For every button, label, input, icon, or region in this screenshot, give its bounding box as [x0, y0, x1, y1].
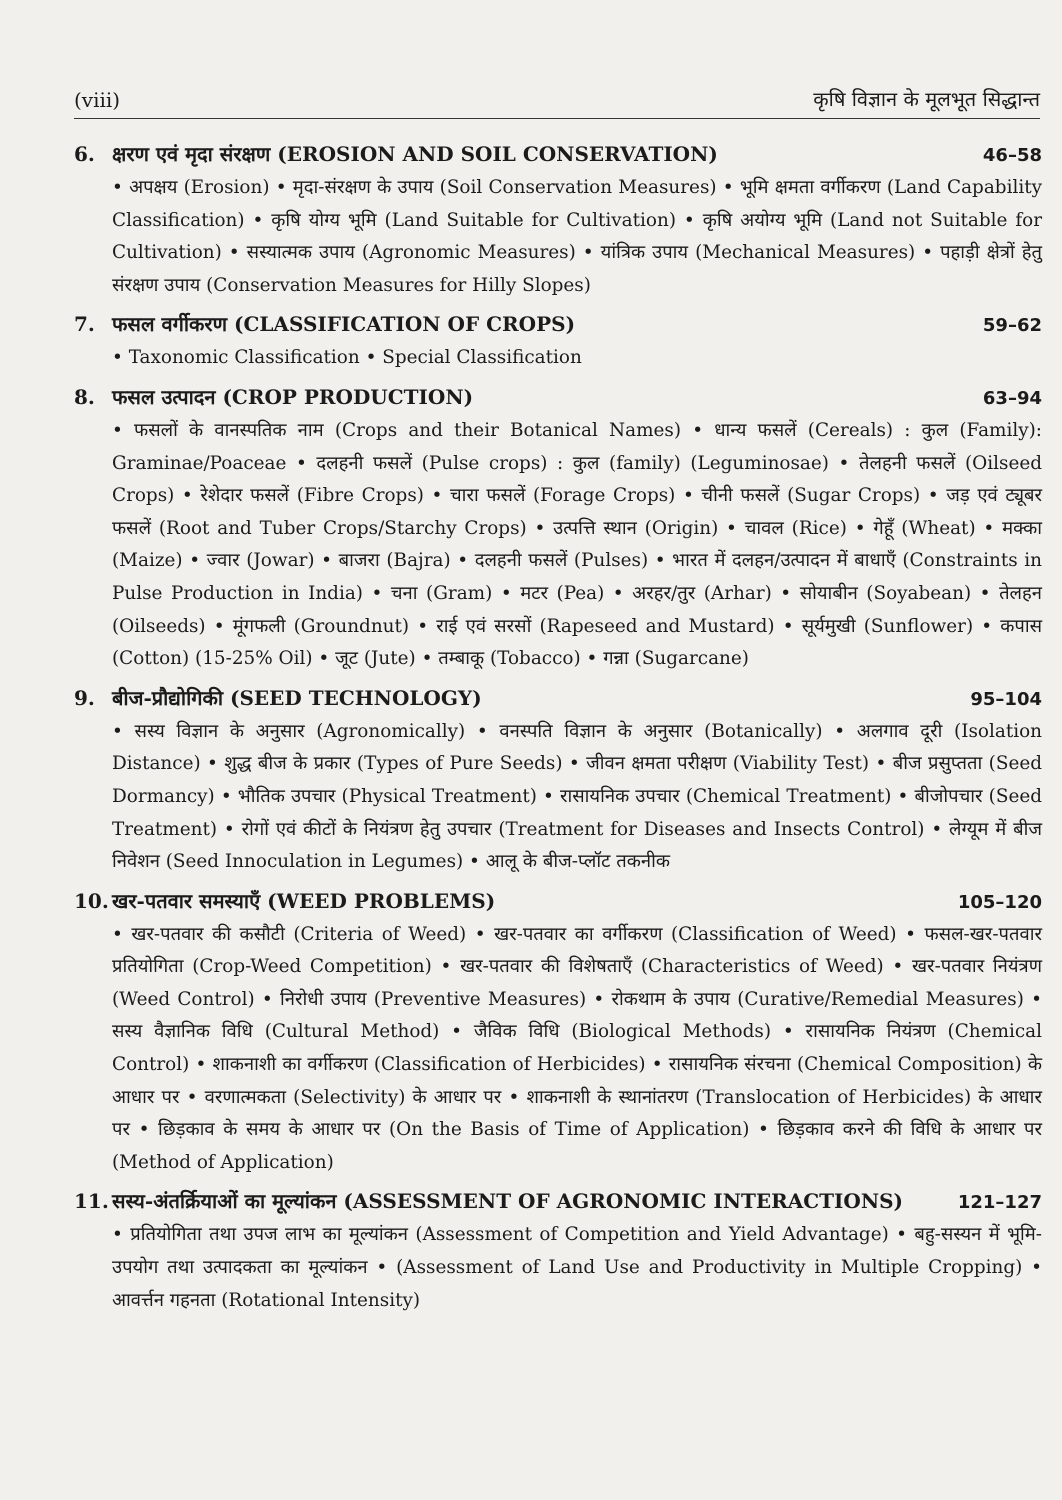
bullet-separator: • [896, 923, 925, 945]
topic-item: भूमि क्षमता वर्गीकरण (Land Capability Classification) [112, 177, 1042, 231]
bullet-separator: • [771, 582, 800, 604]
topic-item: जैविक विधि (Biological Methods) [473, 1021, 772, 1043]
topic-item: कपास (Cotton) (15-25% Oil) [112, 615, 1043, 670]
topic-item: छिड़काव करने की विधि के आधार पर (Method of Application) [112, 1119, 1043, 1173]
topic-item: वरणात्मकता (Selectivity) के आधार पर [204, 1086, 502, 1108]
section-spacer [74, 1317, 1042, 1323]
bullet-separator: • [359, 347, 383, 369]
topic-item: आवर्त्तन गहनता (Rotational Intensity) [112, 1289, 421, 1311]
topic-item: सोयाबीन (Soyabean) [799, 582, 972, 604]
topic-item: बीज प्रसुप्तता (Seed Dormancy) [112, 753, 1042, 807]
bullet-separator: • [575, 242, 601, 264]
topic-item: सस्य वैज्ञानिक विधि (Cultural Method) [112, 1021, 440, 1043]
bullet-separator: • [822, 720, 857, 742]
bullet-separator: • [586, 988, 612, 1010]
topic-item: (Assessment of Land Use and Productivity in Multiple Cropping) [396, 1257, 1023, 1279]
bullet-separator: • [112, 419, 135, 441]
bullet-separator: • [431, 956, 461, 978]
topic-item: मृदा-संरक्षण के उपाय (Soil Conservation Measures) [292, 177, 717, 198]
topic-item: दलहनी फसलें (Pulse crops) : कुल (family) (Leguminosae) [316, 452, 829, 474]
topic-item: आलू के बीज-प्लॉट तकनीक [485, 851, 670, 873]
section-number: 11. [74, 1189, 109, 1214]
section-title: फसल वर्गीकरण (CLASSIFICATION OF CROPS) [112, 312, 576, 337]
running-header [74, 84, 1040, 119]
topic-item: ज्वार (Jowar) [206, 550, 315, 572]
bullet-separator: • [465, 720, 500, 742]
section-page-range: 121–127 [957, 1192, 1042, 1214]
section-topics [112, 919, 1042, 1180]
bullet-separator: • [971, 582, 1000, 604]
toc-section [74, 381, 1042, 682]
section-page-range: 46–58 [982, 145, 1042, 166]
toc-section [74, 885, 1042, 1186]
section-page-range: 95–104 [970, 688, 1042, 710]
section-page-range: 63–94 [982, 387, 1042, 409]
topic-item: वनस्पति विज्ञान के अनुसार (Botanically) [499, 720, 823, 742]
topic-item: अरहर/तुर (Arhar) [632, 582, 772, 604]
section-topics [112, 342, 1042, 375]
section-topics [112, 415, 1042, 676]
bullet-separator: • [891, 785, 915, 807]
topic-item: कृषि योग्य भूमि (Land Suitable for Cultivation) [271, 209, 676, 231]
bullet-separator: • [1022, 1257, 1042, 1279]
topic-item: चारा फसलें (Forage Crops) [450, 485, 676, 507]
topic-item: प्रतियोगिता तथा उपज लाभ का मूल्यांकन (Assessment of Competition and Yield Advantage) [130, 1224, 889, 1246]
bullet-separator: • [915, 242, 941, 264]
topic-item: राई एवं सरसों (Rapeseed and Mustard) [436, 615, 775, 637]
section-topics [112, 1219, 1042, 1317]
topic-item: भारत में दलहन/उत्पादन में बाधाएँ (Constraints in Pulse Production in India) [112, 550, 1043, 604]
topic-item: चावल (Rice) [744, 517, 847, 539]
bullet-separator: • [286, 452, 317, 474]
topic-item: रासायनिक उपचार (Chemical Treatment) [559, 785, 892, 807]
bullet-separator: • [536, 785, 560, 807]
topic-item: चीनी फसलें (Sugar Crops) [701, 485, 921, 507]
bullet-separator: • [1023, 988, 1042, 1010]
topic-item: दलहनी फसलें (Pulses) [474, 550, 649, 572]
topic-item: जड़ एवं ट्यूबर फसलें (Root and Tuber Crops/Starchy Crops) [112, 485, 1043, 539]
topic-item: शाकनाशी के स्थानांतरण (Translocation of Herbicides) के आधार पर [112, 1086, 1042, 1141]
topic-item: Special Classification [382, 347, 582, 369]
topic-item: कृषि अयोग्य भूमि (Land not Suitable for Cultivation) [112, 209, 1042, 264]
bullet-separator: • [580, 648, 604, 670]
bullet-separator: • [463, 851, 486, 873]
bullet-separator: • [888, 1224, 915, 1246]
topic-item: भौतिक उपचार (Physical Treatment) [237, 785, 537, 807]
bullet-separator: • [179, 1086, 205, 1108]
bullet-separator: • [174, 485, 201, 507]
topic-item: तेलहनी फसलें (Oilseed Crops) [112, 452, 1042, 507]
section-number: 9. [74, 685, 95, 710]
bullet-separator: • [716, 177, 740, 198]
topic-item: निरोधी उपाय (Preventive Measures) [280, 988, 587, 1010]
topic-item: अलगाव दूरी (Isolation Distance) [112, 720, 1043, 775]
bullet-separator: • [112, 923, 132, 945]
section-heading [74, 138, 1042, 172]
section-heading [74, 885, 1042, 919]
section-page-range: 59–62 [982, 315, 1042, 337]
topic-item: जीवन क्षमता परीक्षण (Viability Test) [586, 753, 870, 775]
bullet-separator: • [439, 1021, 474, 1043]
topic-item: मक्का (Maize) [112, 517, 1043, 572]
topic-item: गन्ना (Sugarcane) [603, 648, 749, 670]
topic-item: शुद्ध बीज के प्रकार (Types of Pure Seeds) [224, 753, 563, 775]
bullet-separator: • [112, 177, 130, 198]
bullet-separator: • [648, 550, 673, 572]
topic-item: लेग्यूम में बीज निवेशन (Seed Innoculation in Legumes) [112, 818, 1042, 873]
topic-item: छिड़काव के समय के आधार पर (On the Basis of Time of Application) [158, 1119, 750, 1141]
bullet-separator: • [501, 1086, 527, 1108]
topic-item: खर-पतवार नियंत्रण (Weed Control) [112, 956, 1043, 1010]
bullet-separator: • [112, 347, 129, 369]
bullet-separator: • [774, 615, 802, 637]
topic-item: अपक्षय (Erosion) [129, 177, 270, 198]
topic-item: खर-पतवार की कसौटी (Criteria of Weed) [131, 923, 467, 945]
bullet-separator: • [869, 753, 893, 775]
bullet-separator: • [718, 517, 745, 539]
bullet-separator: • [367, 1257, 397, 1279]
bullet-separator: • [883, 956, 912, 978]
topic-item: बाजरा (Bajra) [338, 550, 451, 572]
bullet-separator: • [214, 785, 238, 807]
section-topics [112, 716, 1042, 879]
topic-item: चना (Gram) [390, 582, 493, 604]
toc-section [74, 682, 1042, 885]
topic-item: बहु-सस्यन में भूमि-उपयोग तथा उत्पादकता का मूल्यांकन [112, 1224, 1042, 1279]
table-of-contents [74, 138, 1042, 1323]
topic-item: मटर (Pea) [520, 582, 605, 604]
topic-item: यांत्रिक उपाय (Mechanical Measures) [600, 242, 916, 264]
bullet-separator: • [924, 818, 950, 840]
book-title: कृषि विज्ञान के मूलभूत सिद्धान्त [813, 87, 1040, 111]
section-title: क्षरण एवं मृदा संरक्षण (EROSION AND SOIL CONSERVATION) [112, 142, 718, 166]
bullet-separator: • [846, 517, 874, 539]
bullet-separator: • [492, 582, 521, 604]
toc-section [74, 308, 1042, 381]
section-title: सस्य-अंतर्क्रियाओं का मूल्यांकन (ASSESSMENT OF AGRONOMIC INTERACTIONS) [112, 1189, 904, 1214]
section-number: 8. [74, 384, 95, 409]
bullet-separator: • [409, 615, 437, 637]
bullet-separator: • [269, 177, 293, 198]
section-heading [74, 682, 1042, 716]
section-heading [74, 381, 1042, 415]
topic-item: खर-पतवार की विशेषताएँ (Characteristics of Weed) [460, 956, 884, 978]
bullet-separator: • [217, 818, 242, 840]
topic-item: सस्यात्मक उपाय (Agronomic Measures) [246, 242, 576, 264]
bullet-separator: • [749, 1119, 778, 1141]
topic-item: तेलहन (Oilseeds) [112, 582, 1042, 637]
bullet-separator: • [112, 1224, 131, 1246]
bullet-separator: • [975, 517, 1003, 539]
topic-item: उत्पत्ति स्थान (Origin) [553, 517, 719, 539]
topic-item: गेहूँ (Wheat) [873, 517, 976, 539]
bullet-separator: • [676, 209, 703, 231]
topic-item: रासायनिक नियंत्रण (Chemical Control) [112, 1021, 1042, 1076]
section-heading [74, 308, 1042, 342]
bullet-separator: • [973, 615, 1001, 637]
bullet-separator: • [189, 1054, 213, 1076]
toc-section [74, 138, 1042, 308]
topic-item: रेशेदार फसलें (Fibre Crops) [200, 485, 424, 507]
bullet-separator: • [221, 242, 247, 264]
bullet-separator: • [920, 485, 947, 507]
bullet-separator: • [200, 753, 225, 775]
section-heading [74, 1185, 1042, 1219]
bullet-separator: • [562, 753, 587, 775]
bullet-separator: • [645, 1054, 669, 1076]
bullet-separator: • [129, 1119, 159, 1141]
topic-item: सस्य विज्ञान के अनुसार (Agronomically) [134, 720, 466, 742]
section-number: 7. [74, 312, 95, 337]
section-page-range: 105–120 [957, 891, 1042, 913]
topic-item: Taxonomic Classification [128, 347, 360, 369]
topic-item: फसलों के वानस्पतिक नाम (Crops and their Botanical Names) [134, 419, 682, 441]
bullet-separator: • [466, 923, 495, 945]
topic-item: पहाड़ी क्षेत्रों हेतु संरक्षण उपाय (Conservation Measures for Hilly Slopes) [112, 242, 1042, 296]
section-number: 10. [74, 888, 109, 913]
bullet-separator: • [182, 550, 207, 572]
topic-item: सूर्यमुखी (Sunflower) [801, 615, 974, 637]
bullet-separator: • [450, 550, 475, 572]
bullet-separator: • [526, 517, 554, 539]
bullet-separator: • [254, 988, 281, 1010]
bullet-separator: • [312, 648, 336, 670]
bullet-separator: • [244, 209, 272, 231]
topic-item: तम्बाकू (Tobacco) [438, 648, 581, 670]
toc-section [74, 1185, 1042, 1323]
bullet-separator: • [314, 550, 339, 572]
topic-item: रासायनिक संरचना (Chemical Composition) के आधार पर [112, 1054, 1042, 1108]
bullet-separator: • [604, 582, 633, 604]
section-title: खर-पतवार समस्याएँ (WEED PROBLEMS) [112, 888, 496, 913]
bullet-separator: • [828, 452, 860, 474]
section-title: फसल उत्पादन (CROP PRODUCTION) [112, 384, 474, 409]
bullet-separator: • [415, 648, 439, 670]
page-number: (viii) [74, 88, 121, 112]
bullet-separator: • [205, 615, 233, 637]
topic-item: मूंगफली (Groundnut) [232, 615, 410, 637]
topic-item: खर-पतवार का वर्गीकरण (Classification of Weed) [494, 923, 897, 945]
bullet-separator: • [681, 419, 715, 441]
bullet-separator: • [112, 720, 135, 742]
topic-item: फसल-खर-पतवार प्रतियोगिता (Crop-Weed Competition) [112, 923, 1042, 978]
bullet-separator: • [675, 485, 702, 507]
bullet-separator: • [362, 582, 391, 604]
topic-item: शाकनाशी का वर्गीकरण (Classification of Herbicides) [212, 1054, 646, 1076]
bullet-separator: • [423, 485, 450, 507]
topic-item: बीजोपचार (Seed Treatment) [112, 785, 1042, 840]
topic-item: रोकथाम के उपाय (Curative/Remedial Measures) [611, 988, 1024, 1010]
section-number: 6. [74, 142, 95, 166]
section-title: बीज-प्रौद्योगिकी (SEED TECHNOLOGY) [112, 685, 482, 710]
bullet-separator: • [771, 1021, 806, 1043]
topic-item: रोगों एवं कीटों के नियंत्रण हेतु उपचार (Treatment for Diseases and Insects Control) [241, 818, 925, 840]
section-topics [112, 172, 1042, 302]
topic-item: धान्य फसलें (Cereals) : कुल (Family): Graminae/Poaceae [112, 419, 1042, 474]
topic-item: जूट (Jute) [335, 648, 416, 670]
